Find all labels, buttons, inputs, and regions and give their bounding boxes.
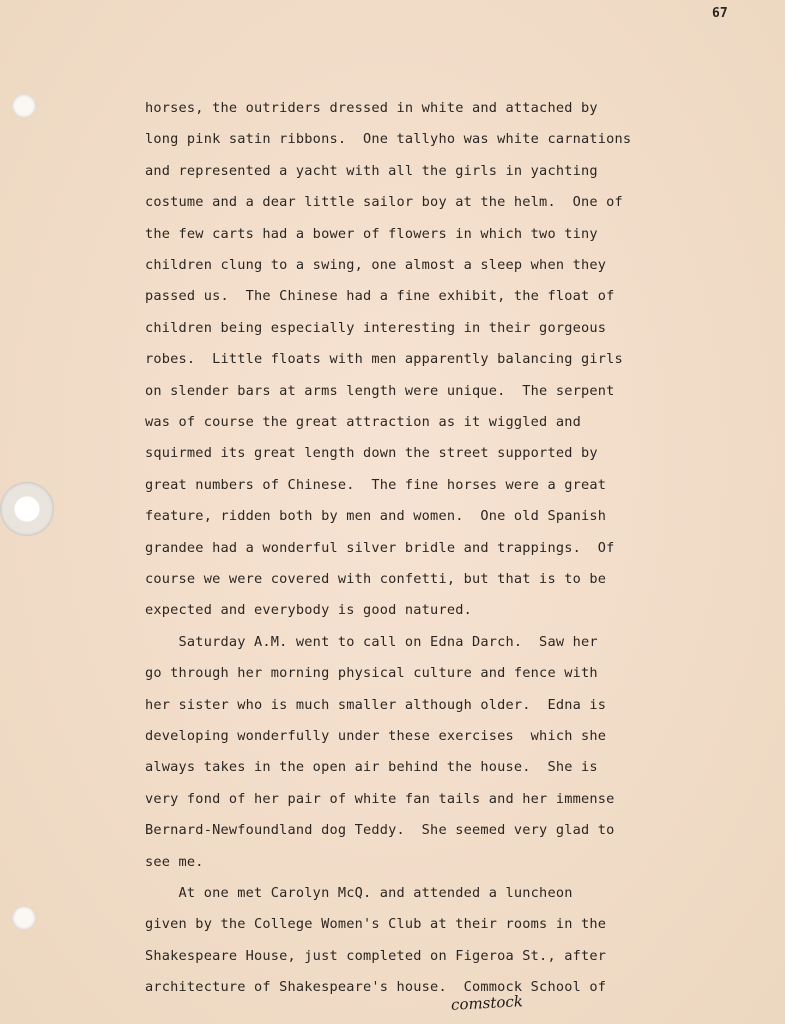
- binder-hole-bottom: [12, 906, 36, 930]
- text-line: squirmed its great length down the street supported by: [145, 445, 598, 461]
- text-line: developing wonderfully under these exercises which she: [145, 728, 607, 744]
- text-line: architecture of Shakespeare's house. Commock School of: [145, 979, 607, 995]
- text-line: always takes in the open air behind the house. She is: [145, 759, 598, 775]
- text-line: the few carts had a bower of flowers in which two tiny: [145, 226, 598, 242]
- text-line: costume and a dear little sailor boy at the helm. One of: [145, 194, 623, 210]
- text-line: great numbers of Chinese. The fine horses were a great: [145, 477, 607, 493]
- text-line: feature, ridden both by men and women. One old Spanish: [145, 508, 607, 524]
- text-line: children clung to a swing, one almost a sleep when they: [145, 257, 607, 273]
- binder-hole-middle: [0, 482, 54, 536]
- binder-hole-top: [12, 94, 36, 118]
- text-line: horses, the outriders dressed in white and attached by: [145, 100, 598, 116]
- text-line: long pink satin ribbons. One tallyho was white carnations: [145, 131, 632, 147]
- text-line: very fond of her pair of white fan tails and her immense: [145, 791, 615, 807]
- text-line: passed us. The Chinese had a fine exhibit, the float of: [145, 288, 615, 304]
- text-line: course we were covered with confetti, but that is to be: [145, 571, 607, 587]
- text-line: expected and everybody is good natured.: [145, 602, 472, 618]
- text-line: Bernard-Newfoundland dog Teddy. She seemed very glad to: [145, 822, 615, 838]
- text-line: was of course the great attraction as it wiggled and: [145, 414, 581, 430]
- text-line: Saturday A.M. went to call on Edna Darch. Saw her: [145, 634, 598, 650]
- text-line: see me.: [145, 854, 204, 870]
- text-line: her sister who is much smaller although older. Edna is: [145, 697, 607, 713]
- text-line: grandee had a wonderful silver bridle and trappings. Of: [145, 540, 615, 556]
- text-line: At one met Carolyn McQ. and attended a luncheon: [145, 885, 573, 901]
- page-number: 67: [712, 6, 728, 21]
- text-line: on slender bars at arms length were unique. The serpent: [145, 383, 615, 399]
- text-line: children being especially interesting in their gorgeous: [145, 320, 607, 336]
- text-line: and represented a yacht with all the girls in yachting: [145, 163, 598, 179]
- text-line: go through her morning physical culture and fence with: [145, 665, 598, 681]
- handwritten-annotation: comstock: [450, 992, 524, 1014]
- text-line: Shakespeare House, just completed on Figeroa St., after: [145, 948, 607, 964]
- text-line: robes. Little floats with men apparently balancing girls: [145, 351, 623, 367]
- text-line: given by the College Women's Club at their rooms in the: [145, 916, 607, 932]
